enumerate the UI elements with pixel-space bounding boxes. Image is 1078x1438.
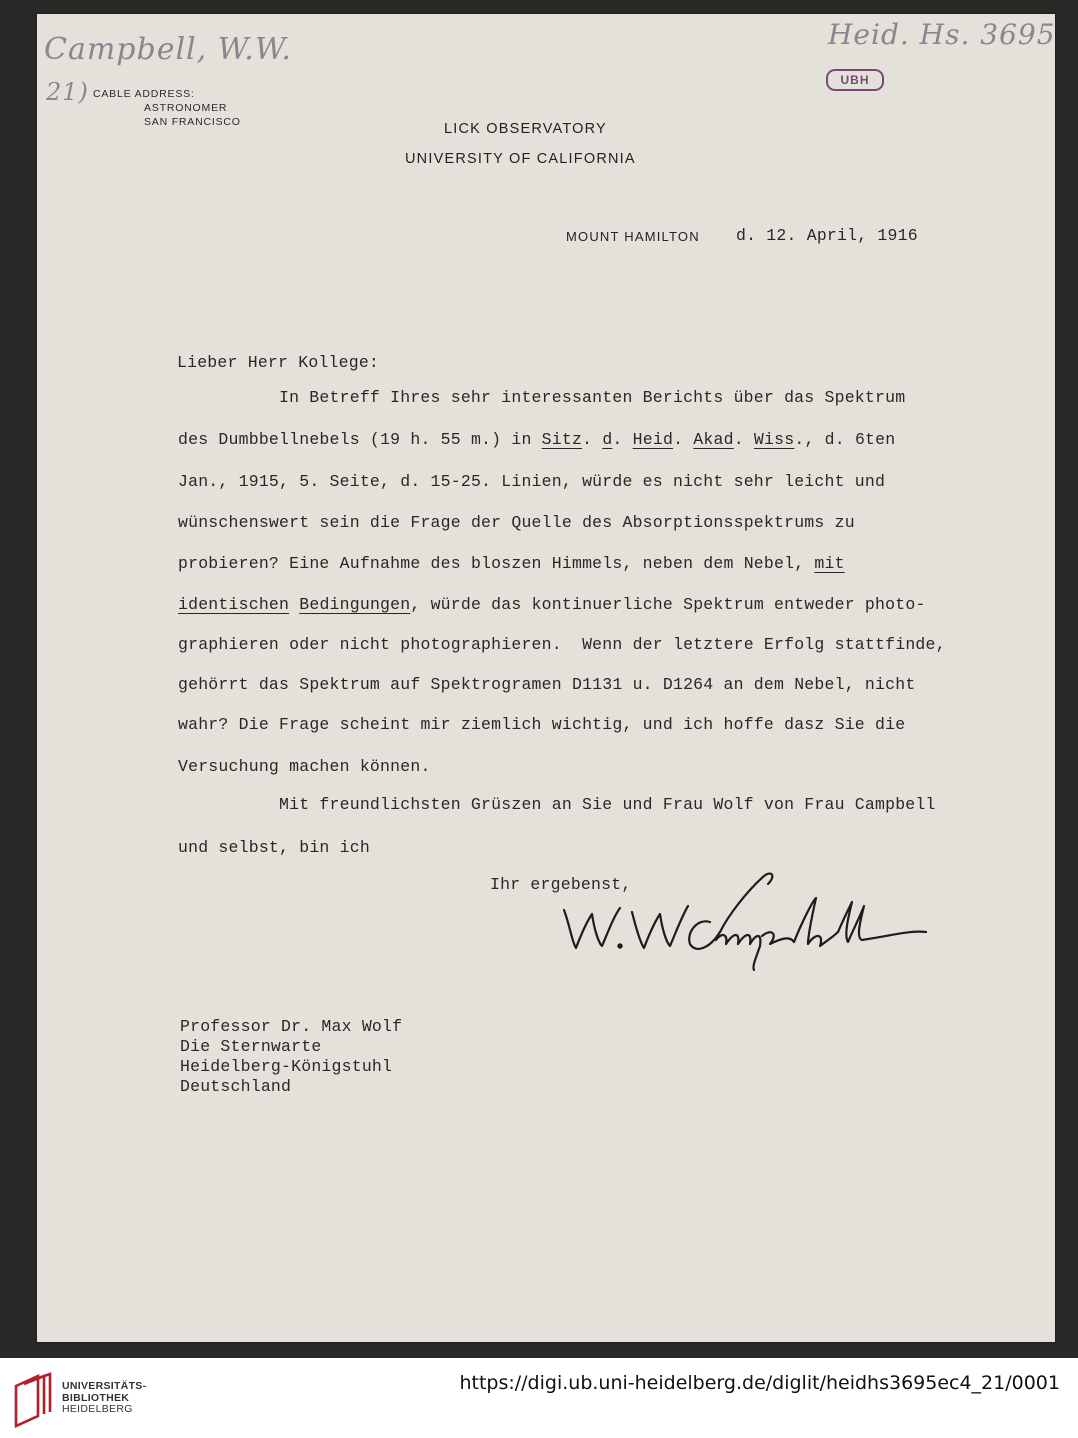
salutation: Lieber Herr Kollege: [177,353,380,372]
library-logo-text: UNIVERSITÄTS- BIBLIOTHEK HEIDELBERG [62,1380,147,1415]
body-line-1: In Betreff Ihres sehr interessanten Berichts über das Spektrum [279,388,906,407]
recipient-name: Professor Dr. Max Wolf [180,1017,403,1036]
viewer-footer [0,1358,1078,1438]
body-line-3: Jan., 1915, 5. Seite, d. 15-25. Linien, würde es nicht sehr leicht und [178,472,886,491]
body-line-6: identischen Bedingungen, würde das kontinuerliche Spektrum entweder photo- [178,595,926,614]
closing: Ihr ergebenst, [490,875,632,894]
recipient-location: Heidelberg-Königstuhl [180,1057,393,1076]
library-logo-icon [12,1372,56,1428]
body-line-5: probieren? Eine Aufnahme des bloszen Himmels, neben dem Nebel, mit [178,554,845,573]
cable-address-city: SAN FRANCISCO [144,116,241,128]
document-url-link[interactable]: https://digi.ub.uni-heidelberg.de/diglit/heidhs3695ec4_21/0001 [459,1372,1060,1394]
letter-date: d. 12. April, 1916 [736,226,918,245]
recipient-country: Deutschland [180,1077,292,1096]
body-line-8: gehörrt das Spektrum auf Spektrogramen D1131 u. D1264 an dem Nebel, nicht [178,675,916,694]
place-name: MOUNT HAMILTON [566,229,700,244]
body-line-4: wünschenswert sein die Frage der Quelle des Absorptionsspektrums zu [178,513,855,532]
handwritten-author-note: Campbell, W.W. [44,32,292,67]
handwritten-shelfmark: Heid. Hs. 3695 [828,18,1056,51]
body-line-10: Versuchung machen können. [178,757,431,776]
body-line-9: wahr? Die Frage scheint mir ziemlich wichtig, und ich hoffe dasz Sie die [178,715,906,734]
handwritten-number: 21) [46,78,89,106]
body-line-11: Mit freundlichsten Grüszen an Sie und Frau Wolf von Frau Campbell [279,795,936,814]
letterhead-university: UNIVERSITY OF CALIFORNIA [405,151,636,167]
library-stamp: UBH [826,69,884,91]
signature [550,862,940,972]
cable-address-label: CABLE ADDRESS: [93,88,195,100]
recipient-institution: Die Sternwarte [180,1037,322,1056]
body-line-2: des Dumbbellnebels (19 h. 55 m.) in Sitz. d. Heid. Akad. Wiss., d. 6ten [178,430,896,449]
letterhead-observatory: LICK OBSERVATORY [444,121,607,137]
body-line-12: und selbst, bin ich [178,838,370,857]
body-line-7: graphieren oder nicht photographieren. Wenn der letztere Erfolg stattfinde, [178,635,946,654]
cable-address-line: ASTRONOMER [144,102,228,114]
